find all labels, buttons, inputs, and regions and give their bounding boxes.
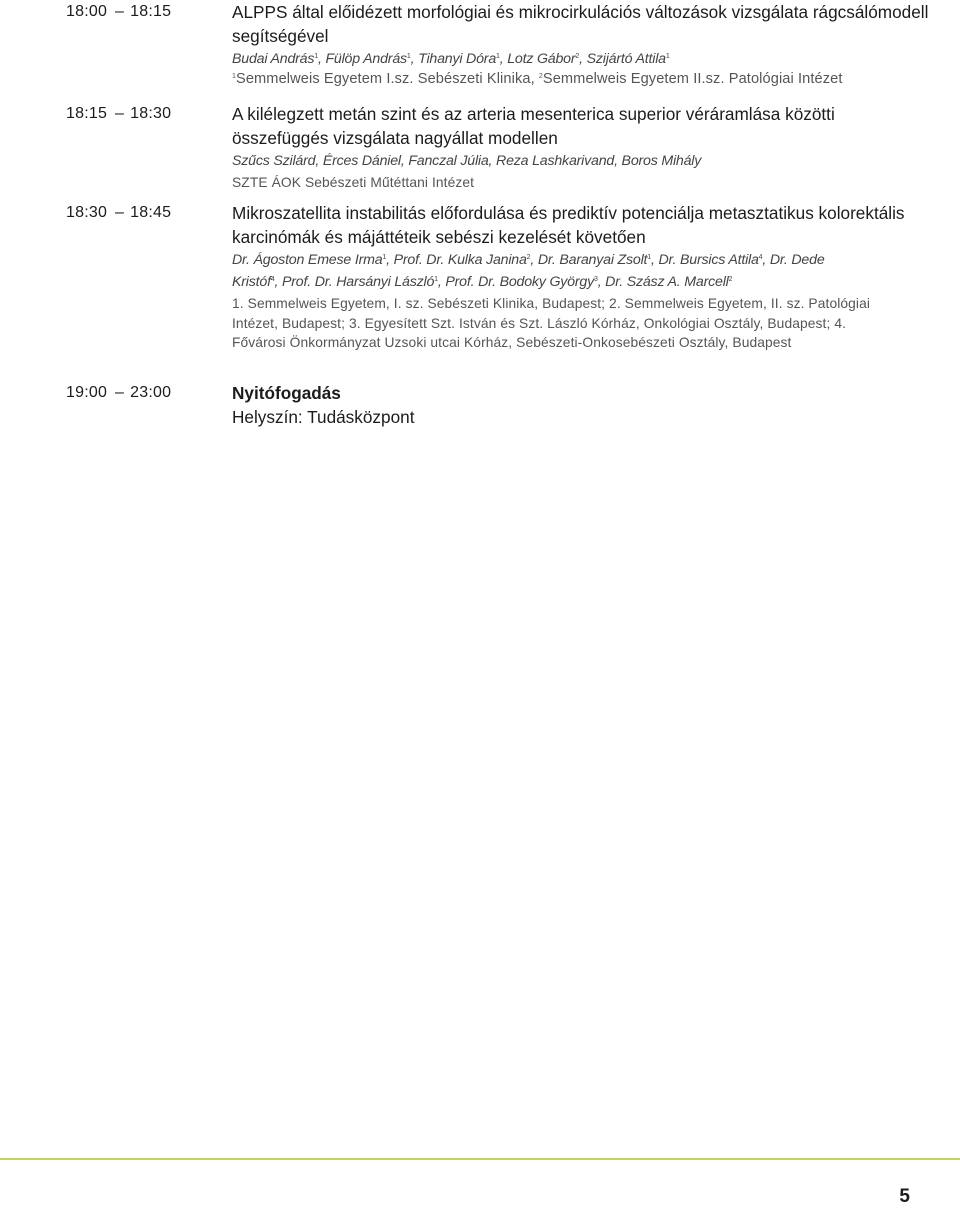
- author-ref: 4: [270, 276, 275, 283]
- time-dash: –: [115, 384, 125, 401]
- author: Dr. Dede Kristóf: [232, 252, 825, 290]
- session-authors: Budai András$^1$, Fülöp András$^1$, Tihanyi Dóra$^1$, Lotz Gábor$^2$, Szijártó Attila$^1$: [232, 51, 670, 67]
- session-time: [66, 102, 216, 126]
- author: Dr. Ágoston Emese Irma: [232, 252, 383, 268]
- author-ref: 2: [728, 276, 733, 283]
- author-ref: 1: [406, 53, 411, 60]
- author-ref: 3: [593, 276, 598, 283]
- end-time: 18:15: [130, 3, 172, 20]
- session-content: [232, 0, 932, 90]
- affil-ref: 2: [538, 73, 543, 80]
- start-time: 18:00: [66, 3, 108, 20]
- session-title: A kilélegzett metán szint és az arteria mesenterica superior véráramlása közötti összefüggés vizsgálata nagyállat modellen: [232, 104, 835, 148]
- session-affiliation: SZTE ÁOK Sebészeti Műtéttani Intézet: [232, 175, 475, 190]
- author-ref: 1: [314, 53, 318, 60]
- author-ref: 1: [665, 53, 670, 60]
- end-time: 18:45: [130, 204, 172, 221]
- session-time: [66, 0, 216, 24]
- session-affiliation: $^1$Semmelweis Egyetem I.sz. Sebészeti Klinika, $^2$Semmelweis Egyetem II.sz. Patológiai Intézet: [232, 71, 843, 87]
- session-venue: Helyszín: Tudásközpont: [232, 407, 415, 427]
- author: Dr. Baranyai Zsolt: [537, 252, 648, 268]
- author-ref: 4: [758, 254, 763, 261]
- session-content: [232, 381, 932, 429]
- session-affiliation: 1. Semmelweis Egyetem, I. sz. Sebészeti Klinika, Budapest; 2. Semmelweis Egyetem, II. sz. Patológiai Intézet, Budapest; 3. Egyesített Szt. István és Szt. László Kórház, Onkológiai Osztály, Budapest; 4. Fővárosi Önkormányzat Uzsoki utcai Kórház, Sebészeti-Onkosebészeti Osztály, Budapest: [232, 296, 871, 350]
- author-ref: 1: [496, 53, 500, 60]
- author: Fülöp András: [325, 51, 407, 67]
- author-ref: 1: [382, 254, 387, 261]
- session-content: [232, 102, 932, 193]
- author-ref: 2: [575, 53, 580, 60]
- author: Prof. Dr. Harsányi László: [282, 274, 435, 290]
- session-time: [66, 381, 216, 405]
- author: Lotz Gábor: [507, 51, 576, 67]
- session-time: [66, 201, 216, 225]
- affil-ref: 1: [232, 73, 236, 80]
- session-title: ALPPS által előidézett morfológiai és mikrocirkulációs változások vizsgálata rágcsálómodell segítségével: [232, 2, 929, 46]
- session-authors: Szűcs Szilárd, Érces Dániel, Fanczal Júlia, Reza Lashkarivand, Boros Mihály: [232, 153, 702, 169]
- author: Prof. Dr. Bodoky György: [445, 274, 594, 290]
- session-title: Mikroszatellita instabilitás előfordulása és prediktív potenciálja metasztatikus kolorektális karcinómák és májáttéteik sebészi kezelését követően: [232, 203, 905, 247]
- author: Prof. Dr. Kulka Janina: [393, 252, 527, 268]
- page-number: 5: [899, 1186, 910, 1207]
- author-ref: 2: [526, 254, 531, 261]
- author: Dr. Bursics Attila: [658, 252, 759, 268]
- author: Szijártó Attila: [586, 51, 666, 67]
- author-ref: 1: [647, 254, 651, 261]
- author: Dr. Szász A. Marcell: [605, 274, 729, 290]
- author: Tihanyi Dóra: [418, 51, 497, 67]
- time-dash: –: [115, 3, 125, 20]
- footer-divider: [0, 1158, 960, 1160]
- time-dash: –: [115, 204, 125, 221]
- session-authors: Dr. Ágoston Emese Irma$^1$, Prof. Dr. Kulka Janina$^2$, Dr. Baranyai Zsolt$^1$, Dr. Bursics Attila$^4$, Dr. Dede Kristóf$^4$, Prof. Dr. Harsányi László$^1$, Prof. Dr. Bodoky György$^3$, Dr. Szász A. Marcell$^2$: [232, 252, 825, 290]
- start-time: 18:30: [66, 204, 108, 221]
- time-dash: –: [115, 105, 125, 122]
- author: Budai András: [232, 51, 315, 67]
- author-ref: 1: [434, 276, 438, 283]
- session-content: [232, 201, 932, 353]
- session-title: Nyitófogadás: [232, 383, 341, 403]
- start-time: 19:00: [66, 384, 108, 401]
- end-time: 18:30: [130, 105, 172, 122]
- start-time: 18:15: [66, 105, 108, 122]
- end-time: 23:00: [130, 384, 172, 401]
